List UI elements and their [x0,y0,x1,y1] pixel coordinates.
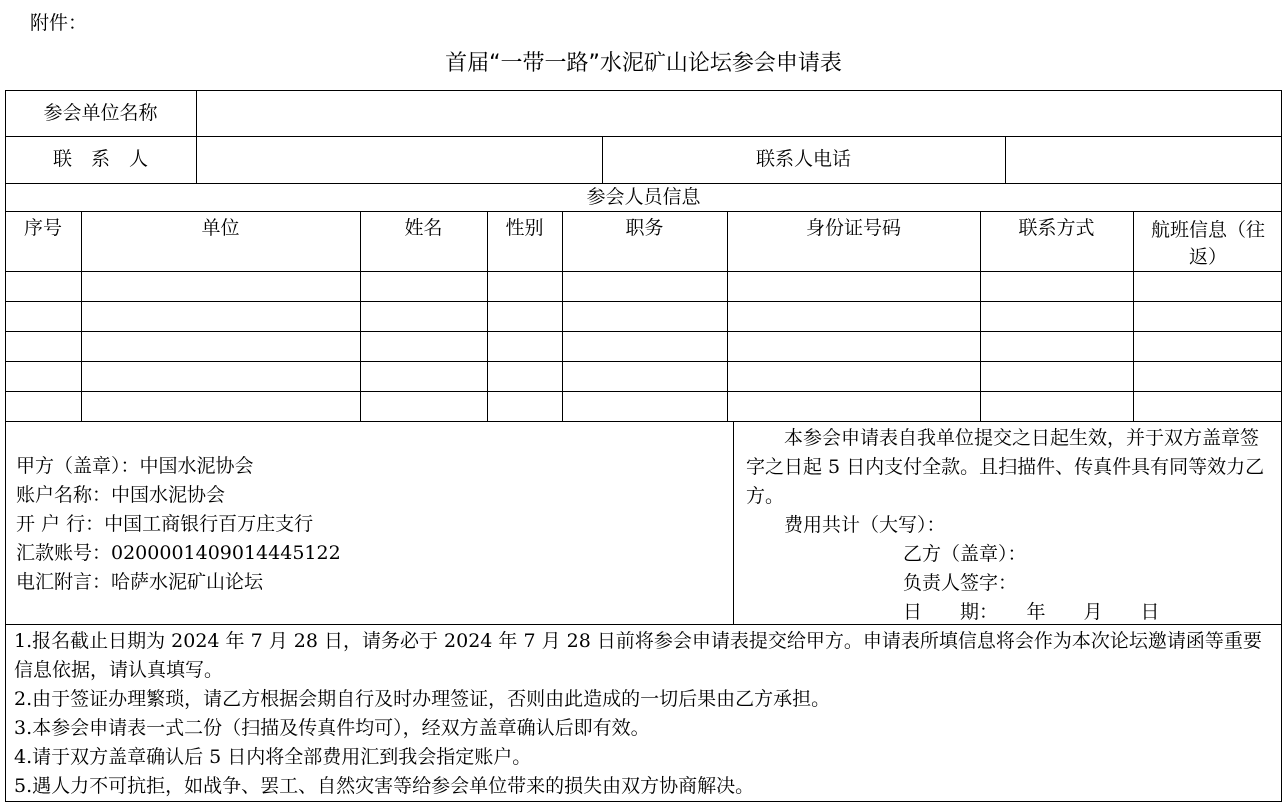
account-number: 汇款账号：0200001409014445122 [16,542,341,564]
attachment-label: 附件： [30,12,88,34]
col-divider [727,211,728,421]
col-divider [1005,136,1006,183]
agreement-text: 本参会申请表自我单位提交之日起生效，并于双方盖章签字之日起 5 日内支付全款。且扫描件、传真件具有同等效力乙方。 [746,427,1265,507]
col-header-contact: 联系方式 [1018,217,1095,239]
account-name: 账户名称：中国水泥协会 [16,484,226,506]
col-divider [1133,211,1134,421]
row-divider [5,391,1282,392]
row-divider [5,271,1282,272]
row-divider [5,301,1282,302]
col-divider [487,211,488,421]
note-item: 5.遇人力不可抗拒，如战争、罢工、自然灾害等给参会单位带来的损失由双方协商解决。 [14,775,755,797]
unit-name-label: 参会单位名称 [43,102,158,124]
col-header-name: 姓名 [404,217,443,239]
contact-phone-label: 联系人电话 [755,148,851,170]
col-divider [81,211,82,421]
col-divider [196,90,197,183]
col-header-id-number: 身份证号码 [805,217,901,239]
col-header-position: 职务 [625,217,664,239]
date-line: 日 期： 年 月 日 [903,601,1160,623]
contact-label: 联 系 人 [52,148,148,170]
row-divider [5,211,1282,212]
col-header-unit: 单位 [201,217,240,239]
row-divider [5,183,1282,184]
note-item: 1.报名截止日期为 2024 年 7 月 28 日，请务必于 2024 年 7 月 28 日前将参会申请表提交给甲方。申请表所填信息将会作为本次论坛邀请函等重要信息依据，请认真填写。 [14,630,1262,681]
page-title: 首届“一带一路”水泥矿山论坛参会申请表 [445,51,842,76]
agreement-block [746,424,1273,627]
col-divider [733,421,734,624]
col-divider [360,211,361,421]
attendee-section-title: 参会人员信息 [586,186,701,208]
note-item: 4.请于双方盖章确认后 5 日内将全部费用汇到我会指定账户。 [14,746,532,768]
col-header-gender: 性别 [505,217,544,239]
party-b: 乙方（盖章）： [903,543,1027,565]
row-divider [5,361,1282,362]
row-divider [5,421,1282,422]
row-divider [5,331,1282,332]
col-divider [562,211,563,421]
note-item: 3.本参会申请表一式二份（扫描及传真件均可），经双方盖章确认后即有效。 [14,717,650,739]
bank-name: 开 户 行：中国工商银行百万庄支行 [16,513,314,535]
fee-total: 费用共计（大写）： [784,514,946,536]
signature: 负责人签字： [903,572,1018,594]
note-item: 2.由于签证办理繁琐，请乙方根据会期自行及时办理签证，否则由此造成的一切后果由乙方承担。 [14,688,831,710]
party-a: 甲方（盖章）：中国水泥协会 [16,455,254,477]
notes-block [14,627,1276,801]
col-header-flight: 航班信息（往返） [1150,219,1265,268]
payment-info [16,452,341,597]
wire-remark: 电汇附言：哈萨水泥矿山论坛 [16,571,264,593]
col-header-index: 序号 [23,217,62,239]
col-divider [980,211,981,421]
